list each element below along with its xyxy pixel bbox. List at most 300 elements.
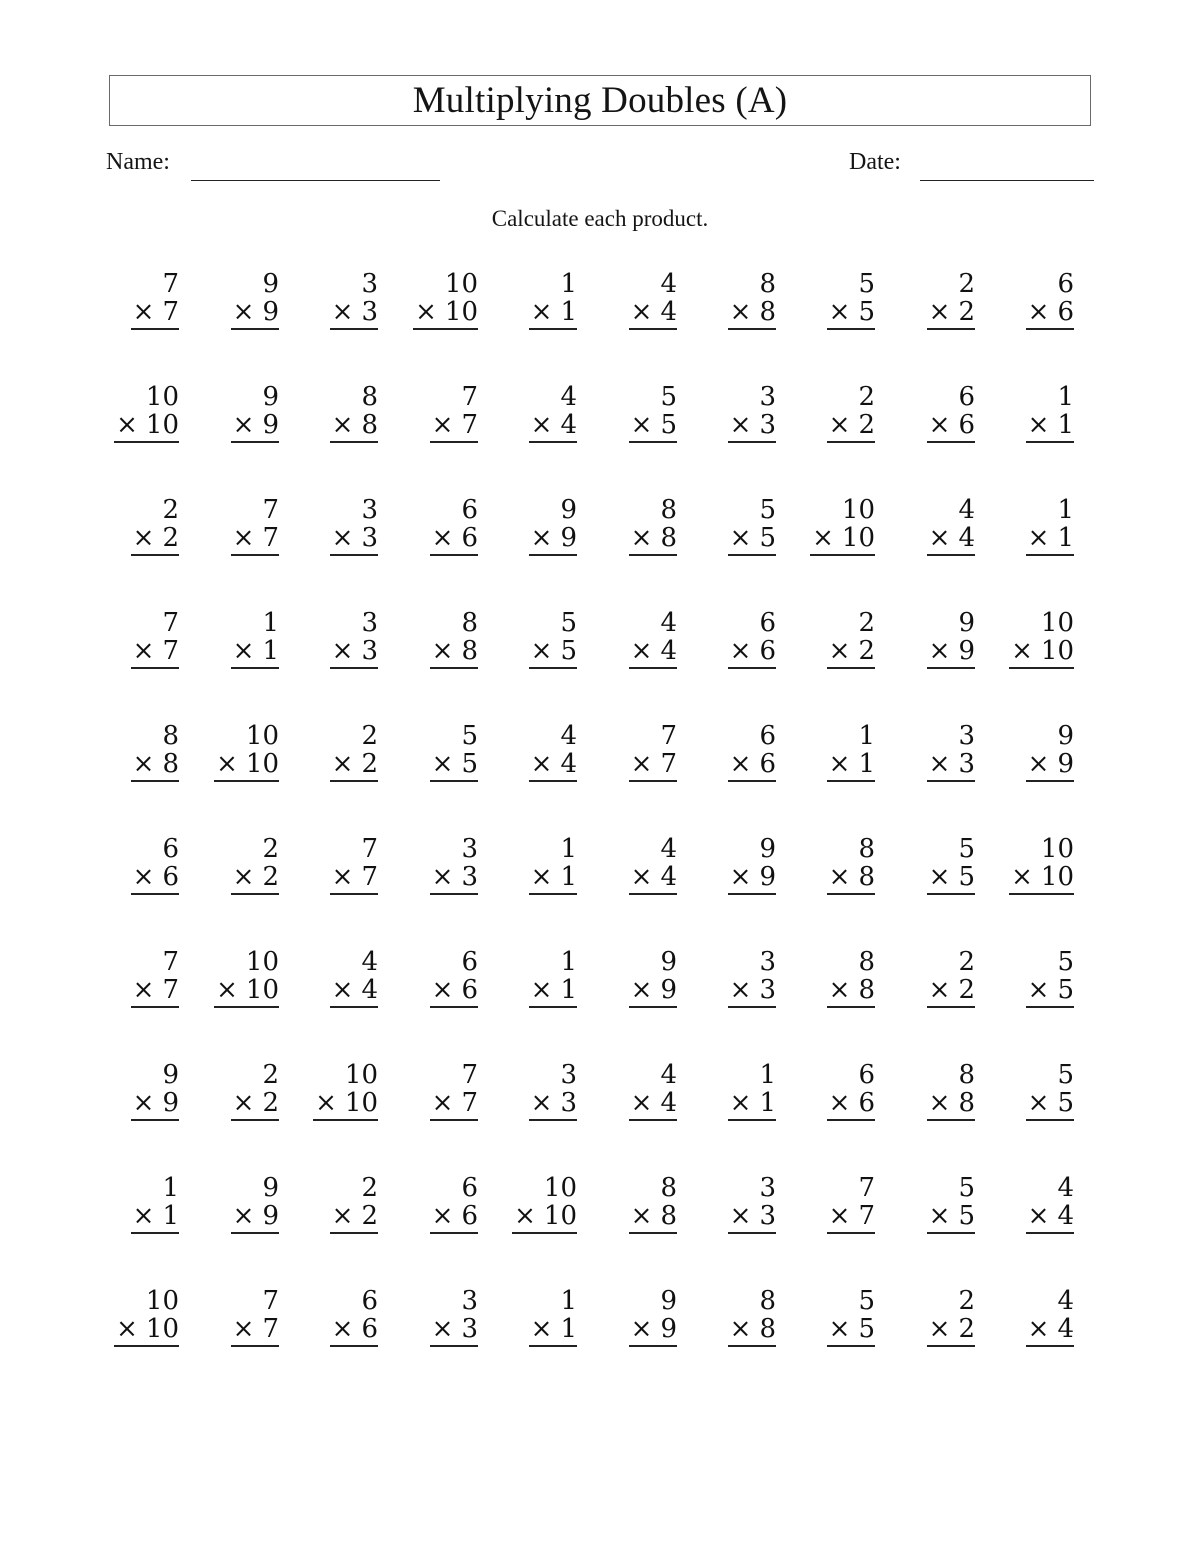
multiplier-row <box>231 524 279 556</box>
problem-9-8 <box>795 1174 875 1244</box>
multiplier-row <box>214 750 279 782</box>
multiplier: 8 <box>759 1314 776 1344</box>
multiplicand: 8 <box>660 1173 677 1203</box>
multiplier: 1 <box>560 975 577 1005</box>
multiplicand: 10 <box>245 721 279 751</box>
problem-6-7 <box>696 835 776 905</box>
multiplier: 1 <box>262 636 279 666</box>
problem-2-5 <box>497 383 577 453</box>
multiplier: 8 <box>958 1088 975 1118</box>
multiplicand: 4 <box>361 947 378 977</box>
multiply-icon: × <box>928 1201 951 1231</box>
multiplicand: 7 <box>162 269 179 299</box>
multiplier-row <box>330 863 378 895</box>
multiplicand: 7 <box>162 947 179 977</box>
multiplier: 8 <box>660 1201 677 1231</box>
problem-10-8 <box>795 1287 875 1357</box>
multiplicand: 5 <box>958 1173 975 1203</box>
problem-2-1 <box>99 383 179 453</box>
multiplier-row <box>927 298 975 330</box>
multiplier-row <box>214 976 279 1008</box>
multiplicand: 6 <box>162 834 179 864</box>
multiplier: 4 <box>660 1088 677 1118</box>
multiply-icon: × <box>331 636 354 666</box>
multiply-icon: × <box>729 1314 752 1344</box>
problem-4-4 <box>398 609 478 679</box>
multiplier-row <box>430 1315 478 1347</box>
problem-4-2 <box>199 609 279 679</box>
multiply-icon: × <box>630 975 653 1005</box>
multiplier: 6 <box>461 975 478 1005</box>
multiplier: 10 <box>145 1314 179 1344</box>
problem-9-2 <box>199 1174 279 1244</box>
problem-3-10 <box>994 496 1074 566</box>
problem-9-5 <box>497 1174 577 1244</box>
multiply-icon: × <box>729 297 752 327</box>
multiplier-row <box>827 1315 875 1347</box>
problem-10-1 <box>99 1287 179 1357</box>
multiplier-row <box>131 1089 179 1121</box>
multiplier: 4 <box>660 862 677 892</box>
problem-7-8 <box>795 948 875 1018</box>
multiply-icon: × <box>928 862 951 892</box>
multiply-icon: × <box>828 636 851 666</box>
multiplier: 9 <box>1057 749 1074 779</box>
problem-2-2 <box>199 383 279 453</box>
problem-10-5 <box>497 1287 577 1357</box>
multiply-icon: × <box>530 297 553 327</box>
multiplier-row <box>114 411 179 443</box>
multiplier-row <box>330 524 378 556</box>
multiplier-row <box>430 411 478 443</box>
multiply-icon: × <box>1027 523 1050 553</box>
multiplier: 5 <box>759 523 776 553</box>
problem-7-10 <box>994 948 1074 1018</box>
multiplicand: 4 <box>660 1060 677 1090</box>
multiply-icon: × <box>1027 297 1050 327</box>
multiplier: 4 <box>660 297 677 327</box>
multiplier: 10 <box>444 297 478 327</box>
multiplier: 8 <box>858 862 875 892</box>
problem-1-6 <box>597 270 677 340</box>
multiplier-row <box>728 863 776 895</box>
multiplier-row <box>430 1089 478 1121</box>
multiply-icon: × <box>530 523 553 553</box>
multiplier-row <box>728 976 776 1008</box>
multiply-icon: × <box>828 1314 851 1344</box>
multiplier-row <box>827 750 875 782</box>
multiplier: 9 <box>262 410 279 440</box>
multiply-icon: × <box>232 1314 255 1344</box>
problem-1-5 <box>497 270 577 340</box>
multiplicand: 9 <box>759 834 776 864</box>
multiply-icon: × <box>331 975 354 1005</box>
multiplicand: 4 <box>958 495 975 525</box>
multiplier-row <box>529 411 577 443</box>
multiply-icon: × <box>232 410 255 440</box>
multiplier-row <box>1026 298 1074 330</box>
multiplier-row <box>1026 750 1074 782</box>
problem-9-1 <box>99 1174 179 1244</box>
problem-3-3 <box>298 496 378 566</box>
multiplicand: 8 <box>958 1060 975 1090</box>
problem-8-1 <box>99 1061 179 1131</box>
multiplier-row <box>728 411 776 443</box>
multiplicand: 4 <box>560 382 577 412</box>
multiply-icon: × <box>729 1088 752 1118</box>
multiply-icon: × <box>530 410 553 440</box>
multiplier: 10 <box>344 1088 378 1118</box>
multiplier-row <box>512 1202 577 1234</box>
multiplier-row <box>927 1315 975 1347</box>
multiplier: 1 <box>1057 523 1074 553</box>
problem-4-9 <box>895 609 975 679</box>
multiplicand: 2 <box>162 495 179 525</box>
multiply-icon: × <box>1011 862 1033 892</box>
multiplier-row <box>529 298 577 330</box>
multiply-icon: × <box>729 410 752 440</box>
multiplier-row <box>927 1202 975 1234</box>
multiplier-row <box>430 863 478 895</box>
problem-2-8 <box>795 383 875 453</box>
multiplier: 1 <box>560 862 577 892</box>
multiply-icon: × <box>828 1201 851 1231</box>
multiply-icon: × <box>431 862 454 892</box>
multiplicand: 4 <box>660 834 677 864</box>
multiplier-row <box>827 637 875 669</box>
multiplier-row <box>231 637 279 669</box>
multiplicand: 8 <box>759 1286 776 1316</box>
multiplier-row <box>131 976 179 1008</box>
multiplier: 2 <box>361 1201 378 1231</box>
problem-4-3 <box>298 609 378 679</box>
multiplicand: 2 <box>262 834 279 864</box>
multiplier: 9 <box>958 636 975 666</box>
multiply-icon: × <box>232 1201 255 1231</box>
multiplier-row <box>231 1315 279 1347</box>
multiplier: 7 <box>262 1314 279 1344</box>
multiplier: 2 <box>858 410 875 440</box>
multiplier-row <box>131 1202 179 1234</box>
multiplier: 5 <box>1057 1088 1074 1118</box>
multiplier-row <box>1009 637 1074 669</box>
problem-1-2 <box>199 270 279 340</box>
multiplier: 3 <box>958 749 975 779</box>
problem-4-10 <box>994 609 1074 679</box>
multiplier-row <box>629 411 677 443</box>
problem-1-3 <box>298 270 378 340</box>
problem-9-3 <box>298 1174 378 1244</box>
problem-8-3 <box>298 1061 378 1131</box>
problem-7-2 <box>199 948 279 1018</box>
multiplier: 3 <box>759 1201 776 1231</box>
multiplier: 5 <box>560 636 577 666</box>
multiplicand: 10 <box>344 1060 378 1090</box>
multiplier: 9 <box>660 975 677 1005</box>
multiplier-row <box>131 637 179 669</box>
problem-4-6 <box>597 609 677 679</box>
multiplier: 3 <box>461 1314 478 1344</box>
multiplicand: 9 <box>560 495 577 525</box>
multiplier-row <box>827 298 875 330</box>
multiplier-row <box>131 298 179 330</box>
multiplier-row <box>1009 863 1074 895</box>
multiplier: 8 <box>759 297 776 327</box>
multiplier-row <box>330 298 378 330</box>
problem-8-4 <box>398 1061 478 1131</box>
multiply-icon: × <box>828 297 851 327</box>
multiplier-row <box>629 524 677 556</box>
multiplier-row <box>927 750 975 782</box>
multiplier: 6 <box>361 1314 378 1344</box>
multiplicand: 10 <box>245 947 279 977</box>
multiplier: 3 <box>461 862 478 892</box>
multiplicand: 1 <box>858 721 875 751</box>
problem-3-7 <box>696 496 776 566</box>
multiplicand: 4 <box>660 269 677 299</box>
multiplicand: 9 <box>162 1060 179 1090</box>
multiplicand: 6 <box>461 1173 478 1203</box>
multiplier: 8 <box>361 410 378 440</box>
problem-1-8 <box>795 270 875 340</box>
multiplier: 6 <box>858 1088 875 1118</box>
multiplier: 4 <box>1057 1314 1074 1344</box>
multiply-icon: × <box>530 862 553 892</box>
multiplier-row <box>231 863 279 895</box>
multiply-icon: × <box>132 297 155 327</box>
multiplier: 10 <box>1040 862 1074 892</box>
multiply-icon: × <box>431 523 454 553</box>
problem-3-5 <box>497 496 577 566</box>
multiplier-row <box>1026 1202 1074 1234</box>
instructions: Calculate each product. <box>491 206 709 231</box>
multiply-icon: × <box>431 975 454 1005</box>
multiplier: 10 <box>543 1201 577 1231</box>
problem-3-9 <box>895 496 975 566</box>
multiplicand: 5 <box>858 269 875 299</box>
problem-9-4 <box>398 1174 478 1244</box>
multiplier: 9 <box>262 1201 279 1231</box>
multiplier: 4 <box>361 975 378 1005</box>
multiplier-row <box>827 976 875 1008</box>
multiplier: 8 <box>162 749 179 779</box>
multiplicand: 7 <box>858 1173 875 1203</box>
multiplier: 7 <box>461 410 478 440</box>
problem-5-7 <box>696 722 776 792</box>
multiplicand: 3 <box>361 269 378 299</box>
multiplier: 9 <box>560 523 577 553</box>
multiplier-row <box>529 637 577 669</box>
multiplier-row <box>1026 1089 1074 1121</box>
multiplicand: 6 <box>759 608 776 638</box>
problem-3-2 <box>199 496 279 566</box>
multiplier: 6 <box>759 636 776 666</box>
problem-5-2 <box>199 722 279 792</box>
multiplicand: 8 <box>162 721 179 751</box>
multiplier-row <box>629 750 677 782</box>
multiplier: 8 <box>461 636 478 666</box>
multiply-icon: × <box>331 1201 354 1231</box>
multiplier: 4 <box>560 410 577 440</box>
multiply-icon: × <box>928 636 951 666</box>
problem-10-6 <box>597 1287 677 1357</box>
multiplicand: 7 <box>361 834 378 864</box>
multiplier: 7 <box>361 862 378 892</box>
multiplicand: 7 <box>461 1060 478 1090</box>
multiplicand: 7 <box>162 608 179 638</box>
multiply-icon: × <box>514 1201 536 1231</box>
multiplicand: 7 <box>660 721 677 751</box>
multiply-icon: × <box>1027 1088 1050 1118</box>
problem-3-8 <box>795 496 875 566</box>
multiplicand: 10 <box>1040 834 1074 864</box>
multiply-icon: × <box>828 975 851 1005</box>
multiply-icon: × <box>812 523 834 553</box>
multiplier: 8 <box>858 975 875 1005</box>
multiplier-row <box>131 863 179 895</box>
problem-2-9 <box>895 383 975 453</box>
multiply-icon: × <box>630 636 653 666</box>
multiplier-row <box>728 750 776 782</box>
multiplicand: 2 <box>361 1173 378 1203</box>
problem-6-8 <box>795 835 875 905</box>
multiply-icon: × <box>530 975 553 1005</box>
multiply-icon: × <box>331 862 354 892</box>
multiplicand: 1 <box>560 947 577 977</box>
multiplicand: 4 <box>560 721 577 751</box>
problem-8-10 <box>994 1061 1074 1131</box>
multiplicand: 9 <box>1057 721 1074 751</box>
multiply-icon: × <box>232 636 255 666</box>
problem-1-9 <box>895 270 975 340</box>
multiplier-row <box>430 976 478 1008</box>
date-label: Date: <box>849 149 901 175</box>
multiplicand: 1 <box>560 269 577 299</box>
multiplier-row <box>1026 976 1074 1008</box>
multiplier: 3 <box>361 297 378 327</box>
worksheet-title: Multiplying Doubles (A) <box>412 80 788 121</box>
multiply-icon: × <box>630 410 653 440</box>
multiplier-row <box>231 411 279 443</box>
multiplicand: 4 <box>660 608 677 638</box>
problem-9-9 <box>895 1174 975 1244</box>
multiplier: 6 <box>1057 297 1074 327</box>
multiplicand: 10 <box>145 382 179 412</box>
multiplier: 7 <box>858 1201 875 1231</box>
multiplier-row <box>231 298 279 330</box>
multiplier: 1 <box>858 749 875 779</box>
multiplier-row <box>529 976 577 1008</box>
multiplicand: 2 <box>958 1286 975 1316</box>
problem-5-9 <box>895 722 975 792</box>
multiplier-row <box>430 750 478 782</box>
multiply-icon: × <box>928 523 951 553</box>
multiplier: 7 <box>162 297 179 327</box>
multiplicand: 9 <box>660 947 677 977</box>
multiplicand: 6 <box>461 947 478 977</box>
multiply-icon: × <box>132 862 155 892</box>
problem-8-2 <box>199 1061 279 1131</box>
multiplicand: 5 <box>858 1286 875 1316</box>
problem-4-8 <box>795 609 875 679</box>
multiply-icon: × <box>828 410 851 440</box>
problem-10-9 <box>895 1287 975 1357</box>
multiplier: 7 <box>461 1088 478 1118</box>
problem-1-10 <box>994 270 1074 340</box>
problem-9-10 <box>994 1174 1074 1244</box>
multiplier: 9 <box>660 1314 677 1344</box>
multiply-icon: × <box>828 862 851 892</box>
multiply-icon: × <box>729 636 752 666</box>
multiplier-row <box>131 750 179 782</box>
multiplicand: 3 <box>560 1060 577 1090</box>
multiplicand: 5 <box>461 721 478 751</box>
multiplicand: 5 <box>759 495 776 525</box>
multiplier: 6 <box>461 1201 478 1231</box>
problem-3-6 <box>597 496 677 566</box>
multiplier-row <box>728 1089 776 1121</box>
multiply-icon: × <box>315 1088 337 1118</box>
multiplier-row <box>728 1202 776 1234</box>
problem-6-9 <box>895 835 975 905</box>
multiply-icon: × <box>232 1088 255 1118</box>
multiply-icon: × <box>132 1088 155 1118</box>
multiplier: 10 <box>841 523 875 553</box>
multiply-icon: × <box>331 749 354 779</box>
problem-5-8 <box>795 722 875 792</box>
multiplier: 1 <box>162 1201 179 1231</box>
multiplier-row <box>1026 524 1074 556</box>
multiply-icon: × <box>132 975 155 1005</box>
multiply-icon: × <box>928 410 951 440</box>
multiplier: 2 <box>858 636 875 666</box>
multiplicand: 1 <box>162 1173 179 1203</box>
multiplier: 7 <box>262 523 279 553</box>
problem-6-6 <box>597 835 677 905</box>
multiply-icon: × <box>530 749 553 779</box>
multiplier: 3 <box>759 410 776 440</box>
multiply-icon: × <box>232 297 255 327</box>
multiplier-row <box>413 298 478 330</box>
multiply-icon: × <box>331 410 354 440</box>
multiplier: 3 <box>759 975 776 1005</box>
multiplier-row <box>1026 411 1074 443</box>
multiplicand: 2 <box>958 269 975 299</box>
multiply-icon: × <box>630 1088 653 1118</box>
multiplicand: 7 <box>262 1286 279 1316</box>
multiply-icon: × <box>530 1314 553 1344</box>
multiplier-row <box>728 298 776 330</box>
multiplicand: 2 <box>361 721 378 751</box>
multiplier: 1 <box>560 297 577 327</box>
multiply-icon: × <box>630 523 653 553</box>
multiplicand: 10 <box>444 269 478 299</box>
multiplier: 10 <box>245 975 279 1005</box>
multiplier-row <box>131 524 179 556</box>
multiplier-row <box>529 1315 577 1347</box>
multiply-icon: × <box>530 636 553 666</box>
multiplier: 10 <box>245 749 279 779</box>
problem-4-5 <box>497 609 577 679</box>
multiplier: 5 <box>958 1201 975 1231</box>
multiply-icon: × <box>216 975 238 1005</box>
problem-2-4 <box>398 383 478 453</box>
multiply-icon: × <box>729 1201 752 1231</box>
multiplicand: 1 <box>560 1286 577 1316</box>
problem-3-4 <box>398 496 478 566</box>
multiplier-row <box>529 524 577 556</box>
multiplier: 4 <box>1057 1201 1074 1231</box>
